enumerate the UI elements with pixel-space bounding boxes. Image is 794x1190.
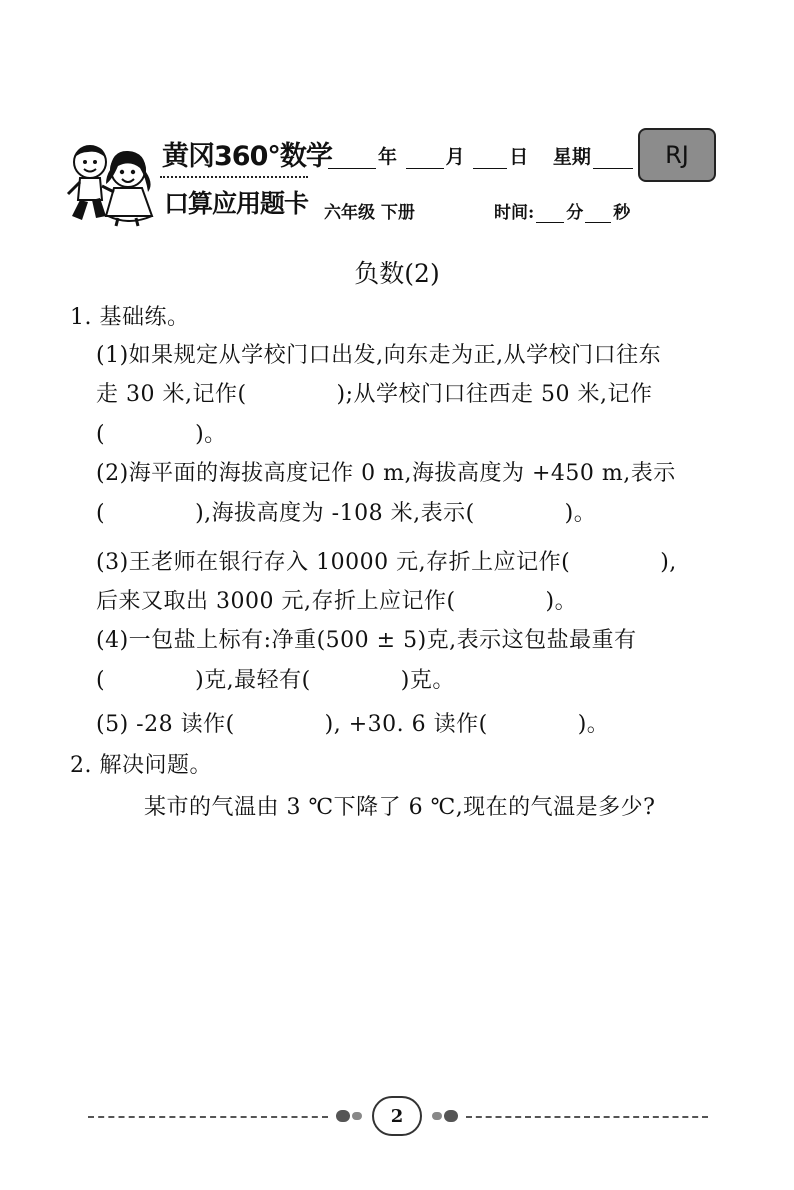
month-blank	[406, 146, 444, 169]
minute-label: 分	[566, 203, 584, 223]
day-blank	[473, 146, 507, 169]
date-row	[326, 142, 635, 169]
footer-ornament-left-small	[352, 1112, 362, 1120]
q1-line-1: (1)如果规定从学校门口出发,向东走为正,从学校门口往东	[96, 343, 662, 368]
q1-line-3: ( )。	[96, 422, 227, 447]
q1-line-2: 走 30 米,记作( );从学校门口往西走 50 米,记作	[96, 382, 653, 407]
cartoon-kids-logo	[62, 140, 162, 228]
weekday-blank	[593, 146, 633, 169]
footer-ornament-right	[444, 1110, 458, 1122]
q5-line-1: (5) -28 读作( ), +30. 6 读作( )。	[96, 712, 610, 737]
q3-line-2: 后来又取出 3000 元,存折上应记作( )。	[96, 589, 578, 614]
q4-line-1: (4)一包盐上标有:净重(500 ± 5)克,表示这包盐最重有	[96, 628, 637, 653]
brand-title: 黄冈360°数学	[162, 141, 332, 172]
footer-rule-left	[88, 1116, 328, 1118]
section-2-heading: 2. 解决问题。	[70, 753, 212, 778]
footer-ornament-left	[336, 1110, 350, 1122]
year-label: 年	[378, 146, 398, 168]
time-label: 时间:	[494, 203, 535, 223]
second-label: 秒	[613, 203, 631, 223]
brand-subtitle: 口算应用题卡	[164, 189, 309, 218]
day-label: 日	[509, 146, 529, 168]
page-title: 负数(2)	[354, 259, 440, 288]
edition-badge: RJ	[638, 128, 716, 182]
q4-line-2: ( )克,最轻有( )克。	[96, 668, 455, 693]
second-blank	[585, 204, 611, 223]
q2-line-1: (2)海平面的海拔高度记作 0 m,海拔高度为 +450 m,表示	[96, 461, 676, 486]
footer-ornament-right-small	[432, 1112, 442, 1120]
grade-label: 六年级 下册	[324, 203, 415, 223]
word-problem: 某市的气温由 3 ℃下降了 6 ℃,现在的气温是多少?	[144, 795, 656, 820]
page-number: 2	[372, 1096, 422, 1136]
time-row	[494, 198, 630, 223]
brand-divider	[160, 176, 308, 178]
q2-line-2: ( ),海拔高度为 -108 米,表示( )。	[96, 501, 597, 526]
section-1-heading: 1. 基础练。	[70, 305, 190, 330]
footer-rule-right	[466, 1116, 708, 1118]
minute-blank	[536, 204, 564, 223]
year-blank	[328, 146, 376, 169]
weekday-label: 星期	[552, 146, 591, 168]
q3-line-1: (3)王老师在银行存入 10000 元,存折上应记作( ),	[96, 550, 677, 575]
month-label: 月	[445, 146, 465, 168]
